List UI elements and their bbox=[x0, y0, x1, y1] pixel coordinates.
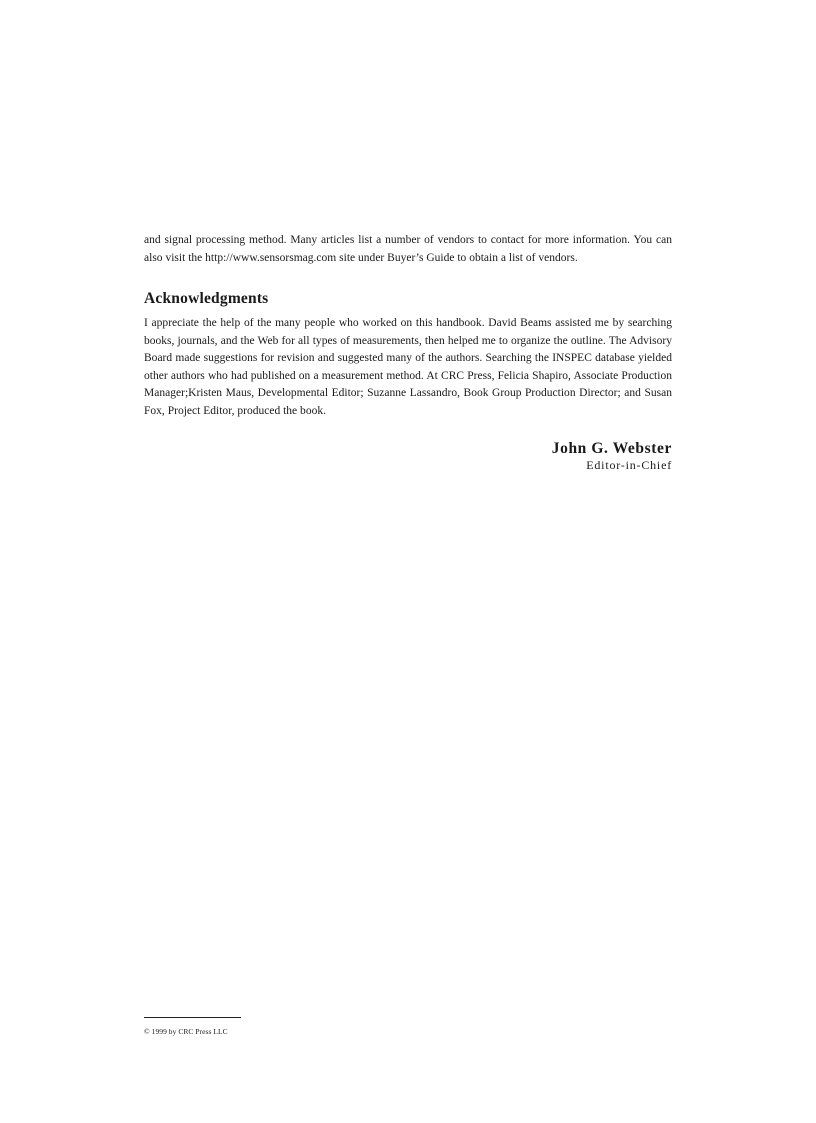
signature-block bbox=[144, 439, 672, 473]
page-body bbox=[144, 232, 672, 473]
acknowledgments-heading: Acknowledgments bbox=[144, 290, 269, 307]
signature-title: Editor-in-Chief bbox=[586, 458, 672, 472]
footer-divider bbox=[144, 1017, 241, 1018]
footer-copyright: © 1999 by CRC Press LLC bbox=[144, 1027, 228, 1036]
intro-paragraph: and signal processing method. Many articles list a number of vendors to contact for more information. You can also visit the http://www.sensorsmag.com site under Buyer’s Guide to obtain a list of vendors. bbox=[144, 234, 672, 264]
acknowledgments-paragraph: I appreciate the help of the many people who worked on this handbook. David Beams assisted me by searching books, journals, and the Web for all types of measurements, then helped me to organize the outline. The Advisory Board made suggestions for revision and suggested many of the authors. Searching the INSPEC database yielded other authors who had published on a measurement method. At CRC Press, Felicia Shapiro, Associate Production Manager;Kristen Maus, Developmental Editor; Suzanne Lassandro, Book Group Production Director; and Susan Fox, Project Editor, produced the book. bbox=[144, 317, 672, 417]
signature-name: John G. Webster bbox=[551, 440, 672, 457]
